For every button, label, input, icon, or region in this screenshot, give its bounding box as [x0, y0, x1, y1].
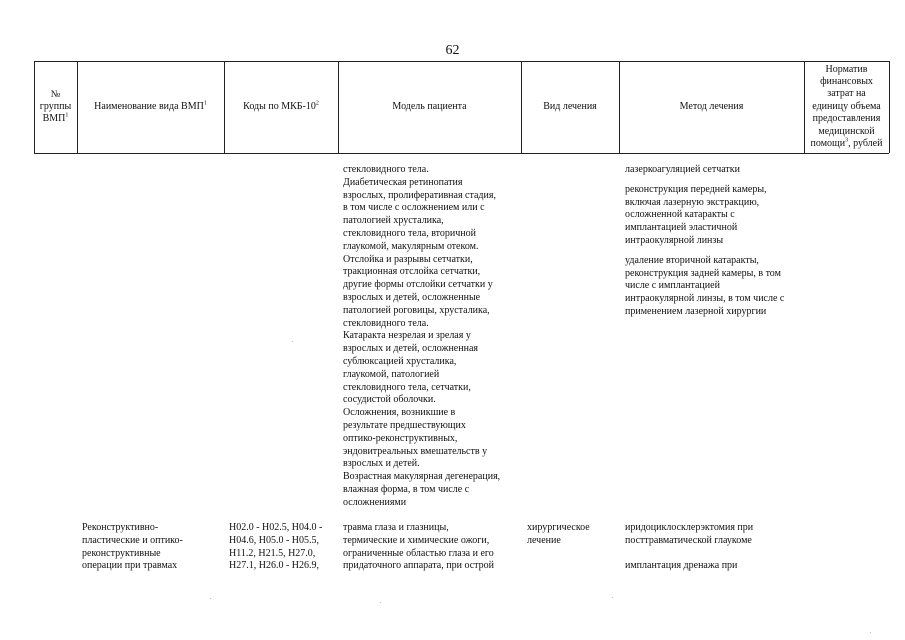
text-line: Отслойка и разрывы сетчатки, [343, 253, 473, 265]
text-line: взрослых и детей, осложненные [343, 291, 481, 303]
text-line: Катаракта незрелая и зрелая у [343, 330, 471, 342]
row2-icd-codes [229, 522, 339, 573]
text-line: операции при травмах [82, 560, 178, 572]
text-line: осложнениями [343, 496, 407, 508]
text-line: сублюксацией хрусталика, [343, 355, 457, 367]
text-line: другие формы отслойки сетчатки у [343, 279, 493, 291]
text-line: Диабетическая ретинопатия [343, 176, 463, 188]
text-line: влажная форма, в том числе с [343, 483, 470, 495]
header-cost-norm: Норматив финансовых затрат на единицу объема предоставления медицинской помощи$^3$, рублей [810, 63, 883, 150]
text-line: стекловидного тела, сетчатки, [343, 381, 471, 393]
text-line: лазеркоагуляцией сетчатки [625, 164, 741, 175]
text-line: пластические и оптико- [82, 534, 183, 546]
text-line: числе с имплантацией [625, 280, 720, 292]
text-line: взрослых, пролиферативная стадия, [343, 189, 496, 201]
header-treatment-type: Вид лечения [543, 101, 597, 112]
header-group-number: № группы ВМП$^1$ [39, 89, 72, 124]
text-line: эндовитреальных вмешательств у [343, 445, 488, 457]
text-line: H27.1, H26.0 - H26.9, [229, 560, 319, 572]
header-divider [889, 61, 890, 153]
text-line: взрослых и детей. [343, 458, 420, 470]
page-number: 62 [445, 43, 460, 58]
text-line: стекловидного тела. [343, 317, 429, 329]
text-line: имплантацией эластичной [625, 222, 738, 234]
table-header-bottom-border [34, 153, 889, 154]
text-line: Осложнения, возникшие в [343, 407, 456, 419]
text-line: термические и химические ожоги, [343, 534, 490, 546]
text-line: оптико-реконструктивных, [343, 432, 458, 444]
scan-speck [870, 632, 871, 633]
header-icd-codes: Коды по МКБ-$10^2$ [243, 100, 319, 112]
text-line: Возрастная макулярная дегенерация, [343, 471, 501, 483]
text-line: стекловидного тела, вторичной [343, 227, 476, 239]
text-line: патологией роговицы, хрусталика, [343, 304, 490, 316]
text-line: травма глаза и глазницы, [343, 522, 449, 533]
row2-treatment-method [625, 522, 807, 572]
text-line: интраокулярной линзы, в том числе с [625, 293, 785, 305]
text-line: в том числе с осложнением или с [343, 202, 485, 214]
text-line: Реконструктивно- [82, 522, 159, 533]
text-line: глаукомой, макулярным отеком. [343, 240, 479, 252]
text-line: интраокулярной линзы [625, 234, 724, 246]
method-item [625, 522, 807, 548]
text-line: применением лазерной хирургии [625, 305, 767, 317]
text-line: лечение [527, 534, 561, 546]
row2-patient-model [343, 522, 523, 573]
text-line: тракционная отслойка сетчатки, [343, 266, 481, 278]
text-line: реконструкция передней камеры, [625, 183, 767, 195]
text-line: ограниченные областью глаза и его [343, 547, 494, 559]
text-line: результате предшествующих [343, 419, 466, 431]
scan-speck [292, 341, 293, 342]
text-line: глаукомой, патологией [343, 368, 440, 380]
text-line: патологией хрусталика, [343, 215, 444, 227]
text-line: взрослых и детей, осложненная [343, 343, 478, 355]
text-line: реконструктивные [82, 547, 161, 559]
text-line: H11.2, H21.5, H27.0, [229, 547, 316, 559]
method-item [625, 164, 807, 177]
text-line: включая лазерную экстракцию, [625, 196, 760, 208]
scan-speck [612, 597, 613, 598]
text-line: удаление вторичной катаракты, [625, 254, 759, 266]
text-line: H04.6, H05.0 - H05.5, [229, 534, 319, 546]
method-item [625, 560, 807, 573]
text-line: стекловидного тела. [343, 164, 429, 175]
text-line: сосудистой оболочки. [343, 394, 436, 406]
text-line: посттравматической глаукоме [625, 534, 752, 546]
row2-treatment-type [527, 522, 619, 548]
scan-speck [380, 602, 381, 603]
text-line: H02.0 - H02.5, H04.0 - [229, 522, 323, 533]
header-treatment-method: Метод лечения [679, 101, 744, 112]
text-line: хирургическое [527, 522, 590, 533]
header-patient-model: Модель пациента [392, 101, 467, 112]
header-vmp-name: Наименование вида ВМП$^1$ [94, 100, 207, 112]
method-item [625, 255, 807, 319]
row1-patient-model [343, 164, 523, 510]
text-line: имплантация дренажа при [625, 559, 738, 571]
text-line: иридоциклосклерэктомия при [625, 522, 754, 533]
scan-speck [210, 598, 211, 599]
row2-vmp-name [82, 522, 222, 573]
text-line: придаточного аппарата, при острой [343, 560, 494, 572]
method-item [625, 184, 807, 248]
row1-treatment-method [625, 164, 807, 319]
text-line: реконструкция задней камеры, в том [625, 267, 781, 279]
text-line: осложненной катаракты с [625, 209, 735, 221]
